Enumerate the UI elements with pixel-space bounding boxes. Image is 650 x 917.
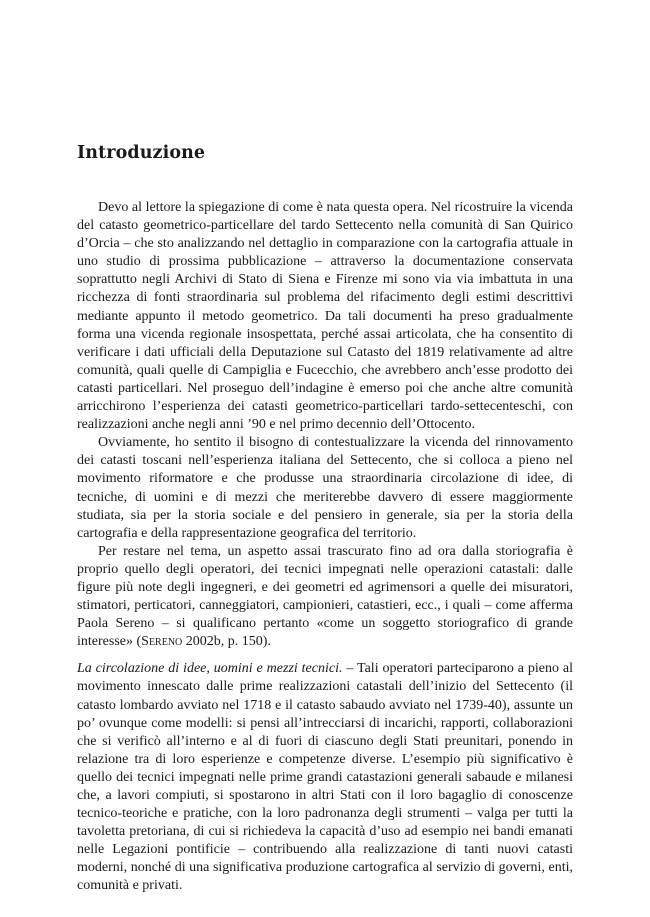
chapter-title: Introduzione	[77, 143, 206, 163]
citation-detail: 2002b, p. 150).	[182, 634, 271, 650]
paragraph-4	[77, 660, 573, 895]
paragraph-1: Devo al lettore la spiegazione di come è nata questa opera. Nel ricostruire la vicenda del catasto geometrico-particellare del tardo Settecento nella comunità di San Quirico d’Orcia – che sto analizzando nel dettaglio in comparazione con la cartografia attuale in uno studio di prossima pubblicazione – attraverso la documentazione conservata soprattutto negli Archivi di Stato di Siena e Firenze mi sono via via imbattuta in una ricchezza di fonti straordinaria sul problema del rifacimento degli estimi descrittivi mediante appunto il metodo geometrico. Da tali documenti ha preso gradualmente forma una vicenda regionale insospettata, perché assai articolata, che ha consentito di verificare i dati ufficiali della Deputazione sul Catasto del 1819 relativamente ad altre comunità, quali quelle di Campiglia e Fucecchio, che avrebbero anch’esse prodotto dei catasti particellari. Nel proseguo dell’indagine è emerso poi che anche altre comunità arricchirono l’esperienza dei catasti geometrico-particellari tardo-settecenteschi, con realizzazioni anche negli anni ’90 e nel primo decennio dell’Ottocento.	[77, 200, 573, 433]
paragraph-3	[77, 543, 573, 652]
citation-author: Sereno	[141, 634, 183, 650]
paragraph-2: Ovviamente, ho sentito il bisogno di contestualizzare la vicenda del rinnovamento dei catasti toscani nell’esperienza italiana del Settecento, che si colloca a pieno nel movimento riformatore e che produsse una straordinaria circolazione di idee, di tecniche, di uomini e di mezzi che meriterebbe davvero di essere maggiormente studiata, sia per la storia sociale e del pensiero in generale, sia per la storia della cartografia e della rappresentazione geografica del territorio.	[77, 435, 573, 541]
paragraph-4-text: – Tali operatori parteciparono a pieno al movimento innescato dalle prime realizzazioni catastali dell’inizio del Settecento (il catasto lombardo avviato nel 1718 e il catasto sabaudo avviato nel 1739-40), assunte un po’ ovunque come modelli: si pensi all’intrecciarsi di incarichi, rapporti, collaborazioni che si verificò all’interno e al di fuori di ciascuno degli Stati preunitari, ponendo in relazione tra di loro esperienze e competenze diverse. L’esempio più significativo è quello dei tecnici impegnati nelle prime grandi catastazioni generali sabaude e milanesi che, a lavori compiuti, si spostarono in altri Stati con il loro bagaglio di conoscenze tecnico-teoriche e pratiche, con la loro padronanza degli strumenti – valga per tutti la tavoletta pretoriana, di cui si richiedeva la capacità d’uso ad esempio nei bandi emanati nelle Legazioni pontificie – contribuendo alla realizzazione di tanti nuovi catasti moderni, nonché di una significativa produzione cartografica al servizio di governi, enti, comunità e privati.	[77, 661, 573, 894]
section-run-head: La circolazione di idee, uomini e mezzi tecnici.	[77, 661, 343, 677]
body-text	[77, 199, 573, 896]
paragraph-3-text: Per restare nel tema, un aspetto assai trascurato fino ad ora dalla storiografia è proprio quello degli operatori, dei tecnici impegnati nelle operazioni catastali: dalle figure più note degli ingegneri, e dei geometri ed agrimensori a quelle dei misuratori, stimatori, perticatori, canneggiatori, campionieri, catastieri, ecc., i quali – come afferma Paola Sereno – si qualificano pertanto «come un soggetto storiografico di grande interesse» (	[77, 543, 573, 650]
